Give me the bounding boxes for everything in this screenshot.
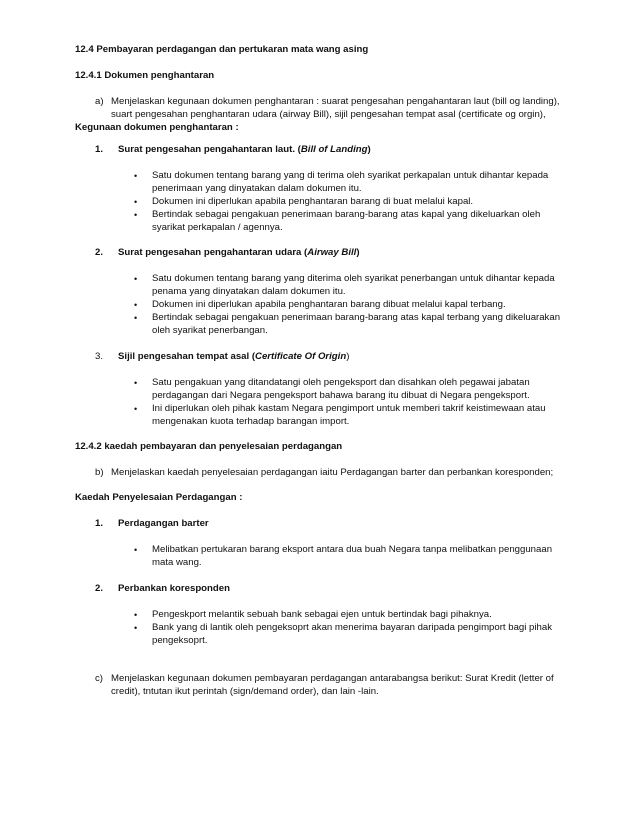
bullet-icon: • — [134, 171, 138, 181]
bullet-icon: • — [134, 545, 138, 555]
item-a-line-1: Menjelaskan kegunaan dokumen penghantaran : suarat pengesahan pengahantaran laut (bill og landing), — [111, 96, 560, 107]
item-c-line-2: credit), tntutan ikut perintah (sign/demand order), dan lain -lain. — [111, 686, 379, 697]
item-a-label: a) — [95, 96, 104, 107]
bullet-text: Ini diperlukan oleh pihak kastam Negara pengimport untuk memberi takrif keistimewaan atau — [152, 403, 546, 414]
list2-item1-title: Perdagangan barter — [118, 518, 209, 529]
section-heading-12-4-2: 12.4.2 kaedah pembayaran dan penyelesaian perdagangan — [75, 441, 343, 452]
bullet-text: oleh syarikat penerbangan. — [152, 325, 268, 336]
list1-item2-number: 2. — [95, 247, 104, 258]
list1-item3-number: 3. — [95, 351, 104, 362]
section-heading-12-4-1: 12.4.1 Dokumen penghantaran — [75, 70, 215, 81]
item-a-line-2: suart pengesahan penghantaran udara (airway Bill), sijil pengesahan tempat asal (certificate og orgin), — [111, 109, 546, 120]
list1-item2-title: Surat pengesahan pengahantaran udara (Airway Bill) — [118, 247, 360, 258]
bullet-text: penama yang dinyatakan dalam dokumen itu. — [152, 286, 346, 297]
bullet-text: Pengeskport melantik sebuah bank sebagai ejen untuk bertindak bagi pihaknya. — [152, 609, 492, 620]
bullet-icon: • — [134, 623, 138, 633]
kaedah-heading: Kaedah Penyelesaian Perdagangan : — [75, 492, 243, 503]
bullet-text: perdagangan dari Negara pengeksport bahawa barang itu dibuat di Negara pengeksport. — [152, 390, 530, 401]
bullet-text: mata wang. — [152, 557, 202, 568]
list1-item3-title: Sijil pengesahan tempat asal (Certificate Of Origin) — [118, 351, 350, 362]
bullet-text: Satu dokumen tentang barang yang di terima oleh syarikat perkapalan untuk dihantar kepada — [152, 170, 549, 181]
bullet-text: Dokumen ini diperlukan apabila penghantaran barang dibuat melalui kapal terbang. — [152, 299, 506, 310]
list2-item2-title: Perbankan koresponden — [118, 583, 230, 594]
item-b-label: b) — [95, 467, 104, 478]
bullet-text: pengeksoprt. — [152, 635, 208, 646]
bullet-text: syarikat perkapalan / agennya. — [152, 222, 283, 233]
bullet-icon: • — [134, 378, 138, 388]
bullet-text: Melibatkan pertukaran barang eksport antara dua buah Negara tanpa melibatkan penggunaan — [152, 544, 553, 555]
bullet-text: Bertindak sebagai pengakuan penerimaan barang-barang atas kapal terbang yang dikeluarakan — [152, 312, 561, 323]
bullet-text: mengenakan kuota terhadap barangan import. — [152, 416, 350, 427]
bullet-text: Bank yang di lantik oleh pengeksoprt akan menerima bayaran daripada pengimport bagi pihak — [152, 622, 552, 633]
section-heading-12-4: 12.4 Pembayaran perdagangan dan pertukaran mata wang asing — [75, 44, 369, 55]
list2-item2-number: 2. — [95, 583, 104, 594]
bullet-text: Satu pengakuan yang ditandatangi oleh pengeksport dan disahkan oleh pegawai jabatan — [152, 377, 530, 388]
list1-item1-number: 1. — [95, 144, 104, 155]
bullet-icon: • — [134, 300, 138, 310]
bullet-icon: • — [134, 210, 138, 220]
bullet-icon: • — [134, 610, 138, 620]
bullet-icon: • — [134, 313, 138, 323]
kegunaan-heading: Kegunaan dokumen penghantaran : — [75, 122, 239, 133]
item-c-label: c) — [95, 673, 103, 684]
bullet-icon: • — [134, 274, 138, 284]
list1-item1-title: Surat pengesahan pengahantaran laut. (Bill of Landing) — [118, 144, 371, 155]
item-b-line-1: Menjelaskan kaedah penyelesaian perdagangan iaitu Perdagangan barter dan perbankan koresponden; — [111, 467, 554, 478]
bullet-text: Satu dokumen tentang barang yang diterima oleh syarikat penerbangan untuk dihantar kepada — [152, 273, 555, 284]
bullet-text: Bertindak sebagai pengakuan penerimaan barang-barang atas kapal yang dikeluarkan oleh — [152, 209, 541, 220]
bullet-icon: • — [134, 197, 138, 207]
bullet-icon: • — [134, 404, 138, 414]
bullet-text: Dokumen ini diperlukan apabila penghantaran barang di buat melalui kapal. — [152, 196, 474, 207]
item-c-line-1: Menjelaskan kegunaan dokumen pembayaran perdagangan antarabangsa berikut: Surat Kredit (letter of — [111, 673, 554, 684]
bullet-text: penerimaan yang dinyatakan dalam dokumen itu. — [152, 183, 362, 194]
list2-item1-number: 1. — [95, 518, 104, 529]
